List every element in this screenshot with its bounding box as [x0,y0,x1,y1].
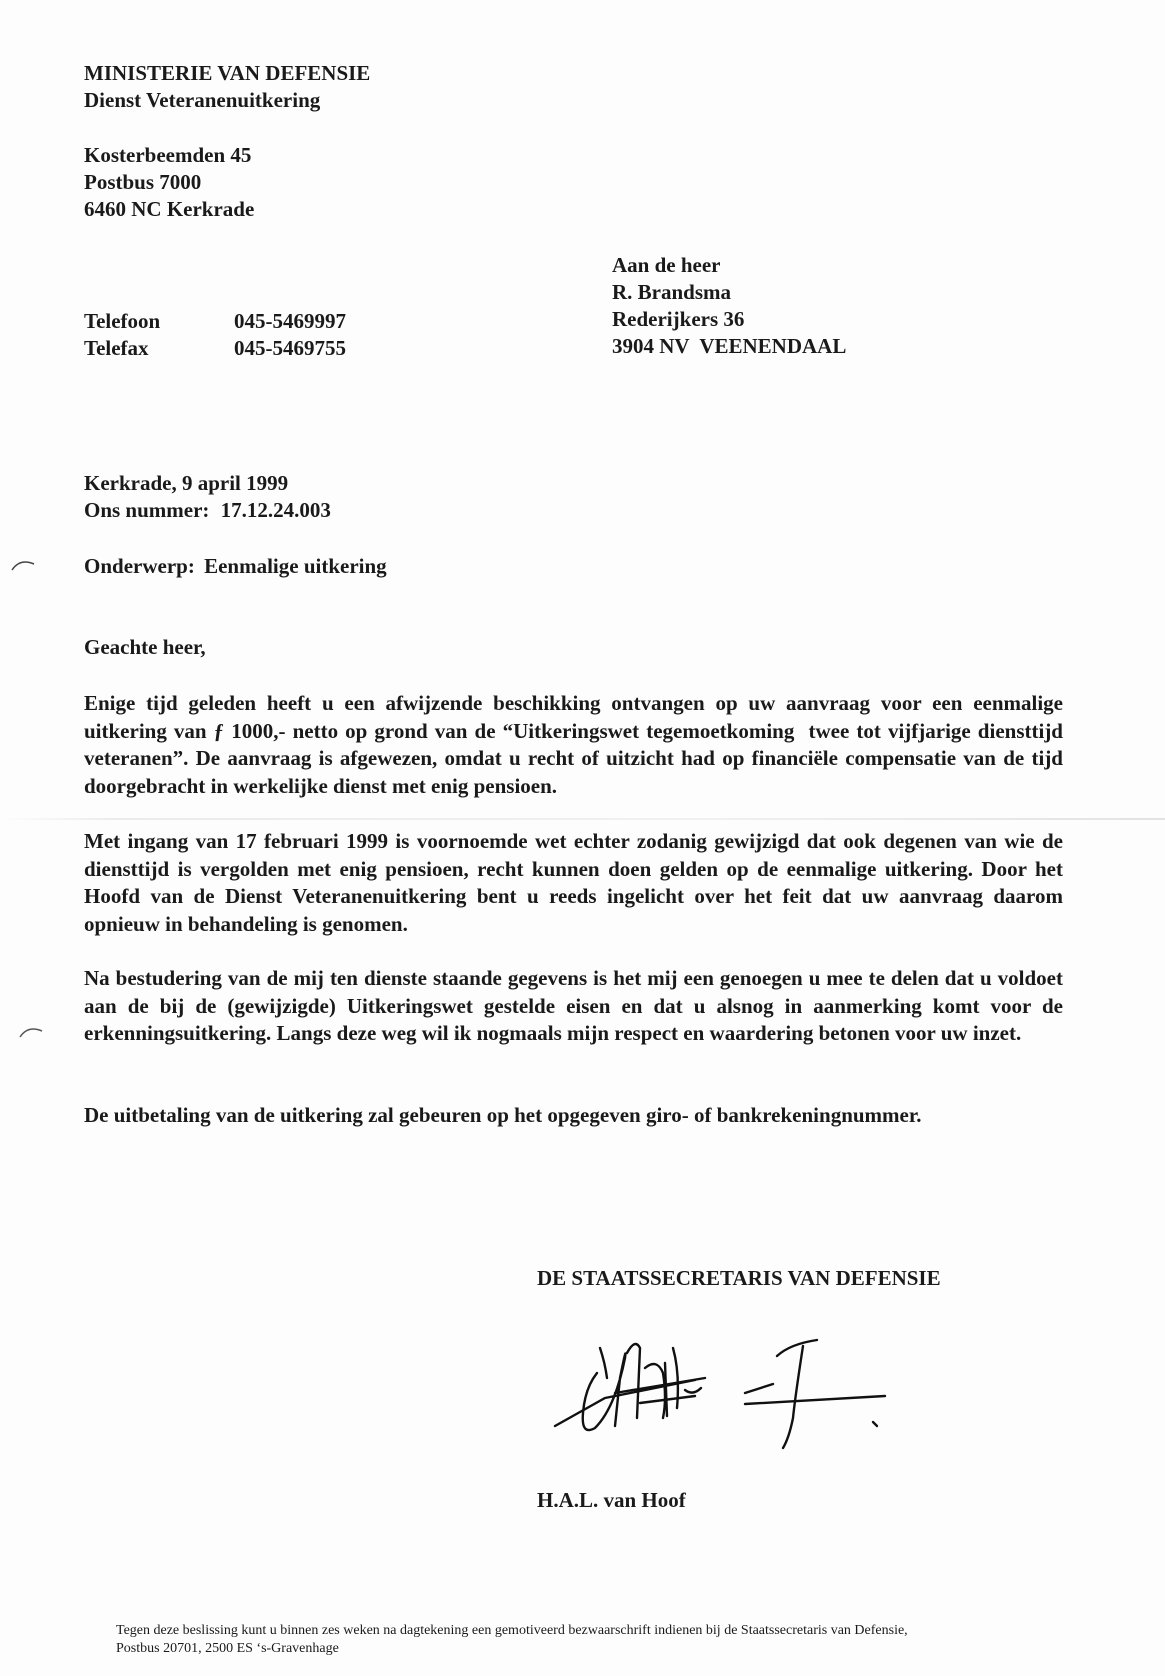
footer-line: Postbus 20701, 2500 ES ‘s-Gravenhage [116,1641,339,1656]
reference-number [84,497,331,524]
recipient-city: 3904 NV VEENENDAAL [612,334,847,358]
body-paragraph: De uitbetaling van de uitkering zal gebeuren op het opgegeven giro- of bankrekeningnummer. [84,1103,922,1127]
sender-address [84,142,254,223]
contact-row-phone [84,308,346,335]
subject-value: Eenmalige uitkering [204,554,387,578]
recipient-salutation-line: Aan de heer [612,253,721,277]
punch-hole-mark-icon [10,558,36,572]
contact-row-fax [84,335,346,362]
recipient-name: R. Brandsma [612,280,732,304]
salutation: Geachte heer, [84,635,206,659]
subject-line [84,553,387,580]
legal-footer [116,1622,908,1658]
sender-postbox: Postbus 7000 [84,170,202,194]
place-date: Kerkrade, 9 april 1999 [84,471,289,495]
paper-fold-line [0,818,1165,820]
recipient-block [612,252,846,360]
recipient-street: Rederijkers 36 [612,307,745,331]
phone-number: 045-5469997 [234,309,346,333]
sender-city: 6460 NC Kerkrade [84,197,255,221]
sender-block [84,60,370,114]
sender-street: Kosterbeemden 45 [84,143,252,167]
signoff-title: DE STAATSSECRETARIS VAN DEFENSIE [537,1266,941,1290]
reference-value: 17.12.24.003 [220,498,331,522]
department-name: Dienst Veteranenuitkering [84,88,321,112]
body-paragraph: Met ingang van 17 februari 1999 is voornoemde wet echter zodanig gewijzigd dat ook degenen van wie de diensttijd is vergolden met enig pensioen, recht kunnen doen gelden op de eenmalige uitkering. Door het Hoofd van de Dienst Veteranenuitkering bent u reeds ingelicht over het feit dat uw aanvraag daarom opnieuw in behandeling is genomen. [84,829,1063,936]
subject-label: Onderwerp: [84,554,195,578]
body-paragraph: Enige tijd geleden heeft u een afwijzende beschikking ontvangen op uw aanvraag voor een eenmalige uitkering van ƒ 1000,- netto op grond van de “Uitkeringswet tegemoetkoming twee tot vijfjarige diensttijd veteranen”. De aanvraag is afgewezen, omdat u recht of uitzicht had op financiële compensatie van de tijd doorgebracht in werkelijke dienst met enig pensioen. [84,691,1069,798]
organization-name: MINISTERIE VAN DEFENSIE [84,61,371,85]
phone-label: Telefoon [84,309,161,333]
footer-line: Tegen deze beslissing kunt u binnen zes weken na dagtekening een gemotiveerd bezwaarschrift indienen bij de Staatssecretaris van Defensie, [116,1623,908,1638]
body-paragraph: Na bestudering van de mij ten dienste staande gegevens is het mij een genoegen u mee te delen dat u voldoet aan de bij de (gewijzigde) Uitkeringswet gestelde eisen en dat u alsnog in aanmerking komt voor de erkenningsuitkering. Langs deze weg wil ik nogmaals mijn respect en waardering betonen voor uw inzet. [84,966,1063,1045]
handwritten-signature-icon [545,1318,900,1458]
signer-name: H.A.L. van Hoof [537,1488,686,1512]
contact-block [84,308,346,362]
fax-label: Telefax [84,336,149,360]
punch-hole-mark-icon [18,1025,44,1039]
fax-number: 045-5469755 [234,336,346,360]
reference-label: Ons nummer: [84,498,210,522]
letter-meta [84,470,331,524]
